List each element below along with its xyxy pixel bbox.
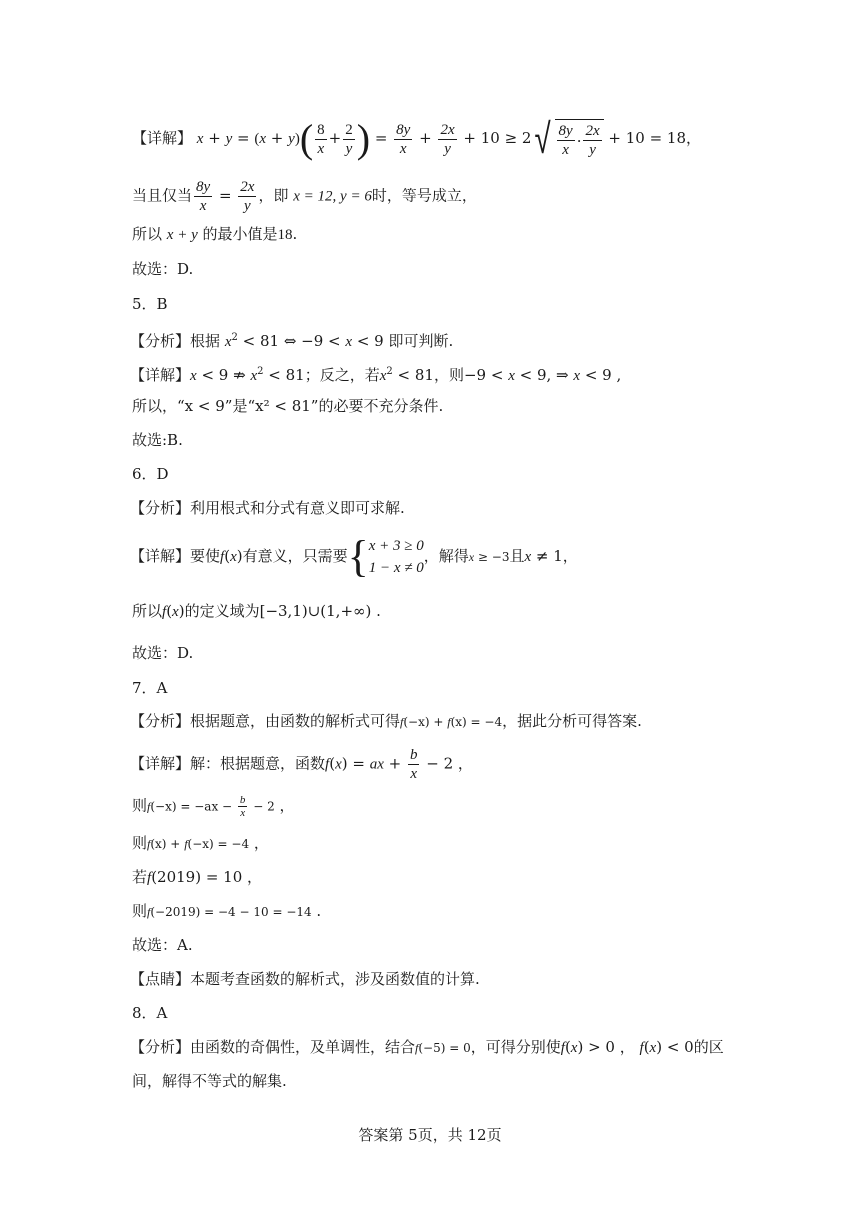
q5-analysis: 【分析】根据 $x^2 < 81$ ⇔ −9 < x < 9 即可判断. bbox=[130, 332, 454, 350]
detail-inequality-line: 【详解】 x + y = (x + y)( $\frac{8}{x}$ + $\frac{2}{y}$ ) = $\frac{8y}{x}$ + $\frac{2x}{y}$ + 10 ≥ 2 √ $\frac{8y}{x}$ · $\frac{2x}{y}$ + 10 = 18， bbox=[132, 114, 702, 163]
q6-domain: 所以f(x)的定义域为[−3,1)∪(1,+∞) . bbox=[132, 602, 381, 620]
q8-answer: 8．A bbox=[132, 1004, 168, 1022]
q8-analysis-cont: 间，解得不等式的解集. bbox=[132, 1072, 287, 1090]
q5-detail: 【详解】x < 9 ⇏ $x^2 < 81$；反之，若$x^2 < 81$，则−9 < x < 9, ⇒ x < 9 , bbox=[130, 366, 622, 384]
q6-analysis: 【分析】利用根式和分式有意义即可求解. bbox=[130, 499, 405, 517]
page-footer: 答案第 5页，共 12页 bbox=[358, 1126, 502, 1144]
q7-analysis: 【分析】根据题意，由函数的解析式可得f(−x) + f(x) = −4，据此分析可得答案. bbox=[130, 712, 642, 730]
q7-choose: 故选：A. bbox=[132, 936, 193, 954]
q6-detail: 【详解】要使f(x)有意义，只需要 { x + 3 ≥ 0 1 − x ≠ 0 ，解得x ≥ −3且x ≠ 1， bbox=[130, 532, 578, 581]
q7-step1: 则f(−x) = −ax − $\frac{b}{x}$ − 2 ， bbox=[132, 794, 295, 819]
choose-4: 故选：D. bbox=[132, 260, 194, 278]
q5-answer: 5．B bbox=[132, 295, 168, 313]
equality-condition-line: 当且仅当 $\frac{8y}{x}$ = $\frac{2x}{y}$ ，即 x = 12, y = 6时，等号成立， bbox=[132, 179, 477, 214]
q8-analysis: 【分析】由函数的奇偶性，及单调性，结合f(−5) = 0，可得分别使f(x) > 0 ， f(x) < 0的区 bbox=[130, 1038, 724, 1056]
detail-tag: 【详解】 bbox=[132, 129, 193, 147]
q7-detail: 【详解】解：根据题意，函数f(x) = ax + $\frac{b}{x}$ − 2 ， bbox=[130, 747, 473, 782]
q6-answer: 6．D bbox=[132, 465, 169, 483]
min-value-line: 所以 x + y 的最小值是18. bbox=[132, 225, 298, 243]
q7-answer: 7．A bbox=[132, 679, 168, 697]
q7-step3: 若f(2019) = 10 ， bbox=[132, 868, 263, 886]
q6-choose: 故选：D. bbox=[132, 644, 194, 662]
q7-step4: 则f(−2019) = −4 − 10 = −14 . bbox=[132, 902, 322, 920]
q7-step2: 则f(x) + f(−x) = −4 ， bbox=[132, 834, 269, 852]
q7-comment: 【点睛】本题考查函数的解析式，涉及函数值的计算. bbox=[130, 970, 480, 988]
q5-conclusion: 所以，“x < 9”是“x² < 81”的必要不充分条件. bbox=[132, 397, 444, 415]
q5-choose: 故选:B. bbox=[132, 431, 183, 449]
